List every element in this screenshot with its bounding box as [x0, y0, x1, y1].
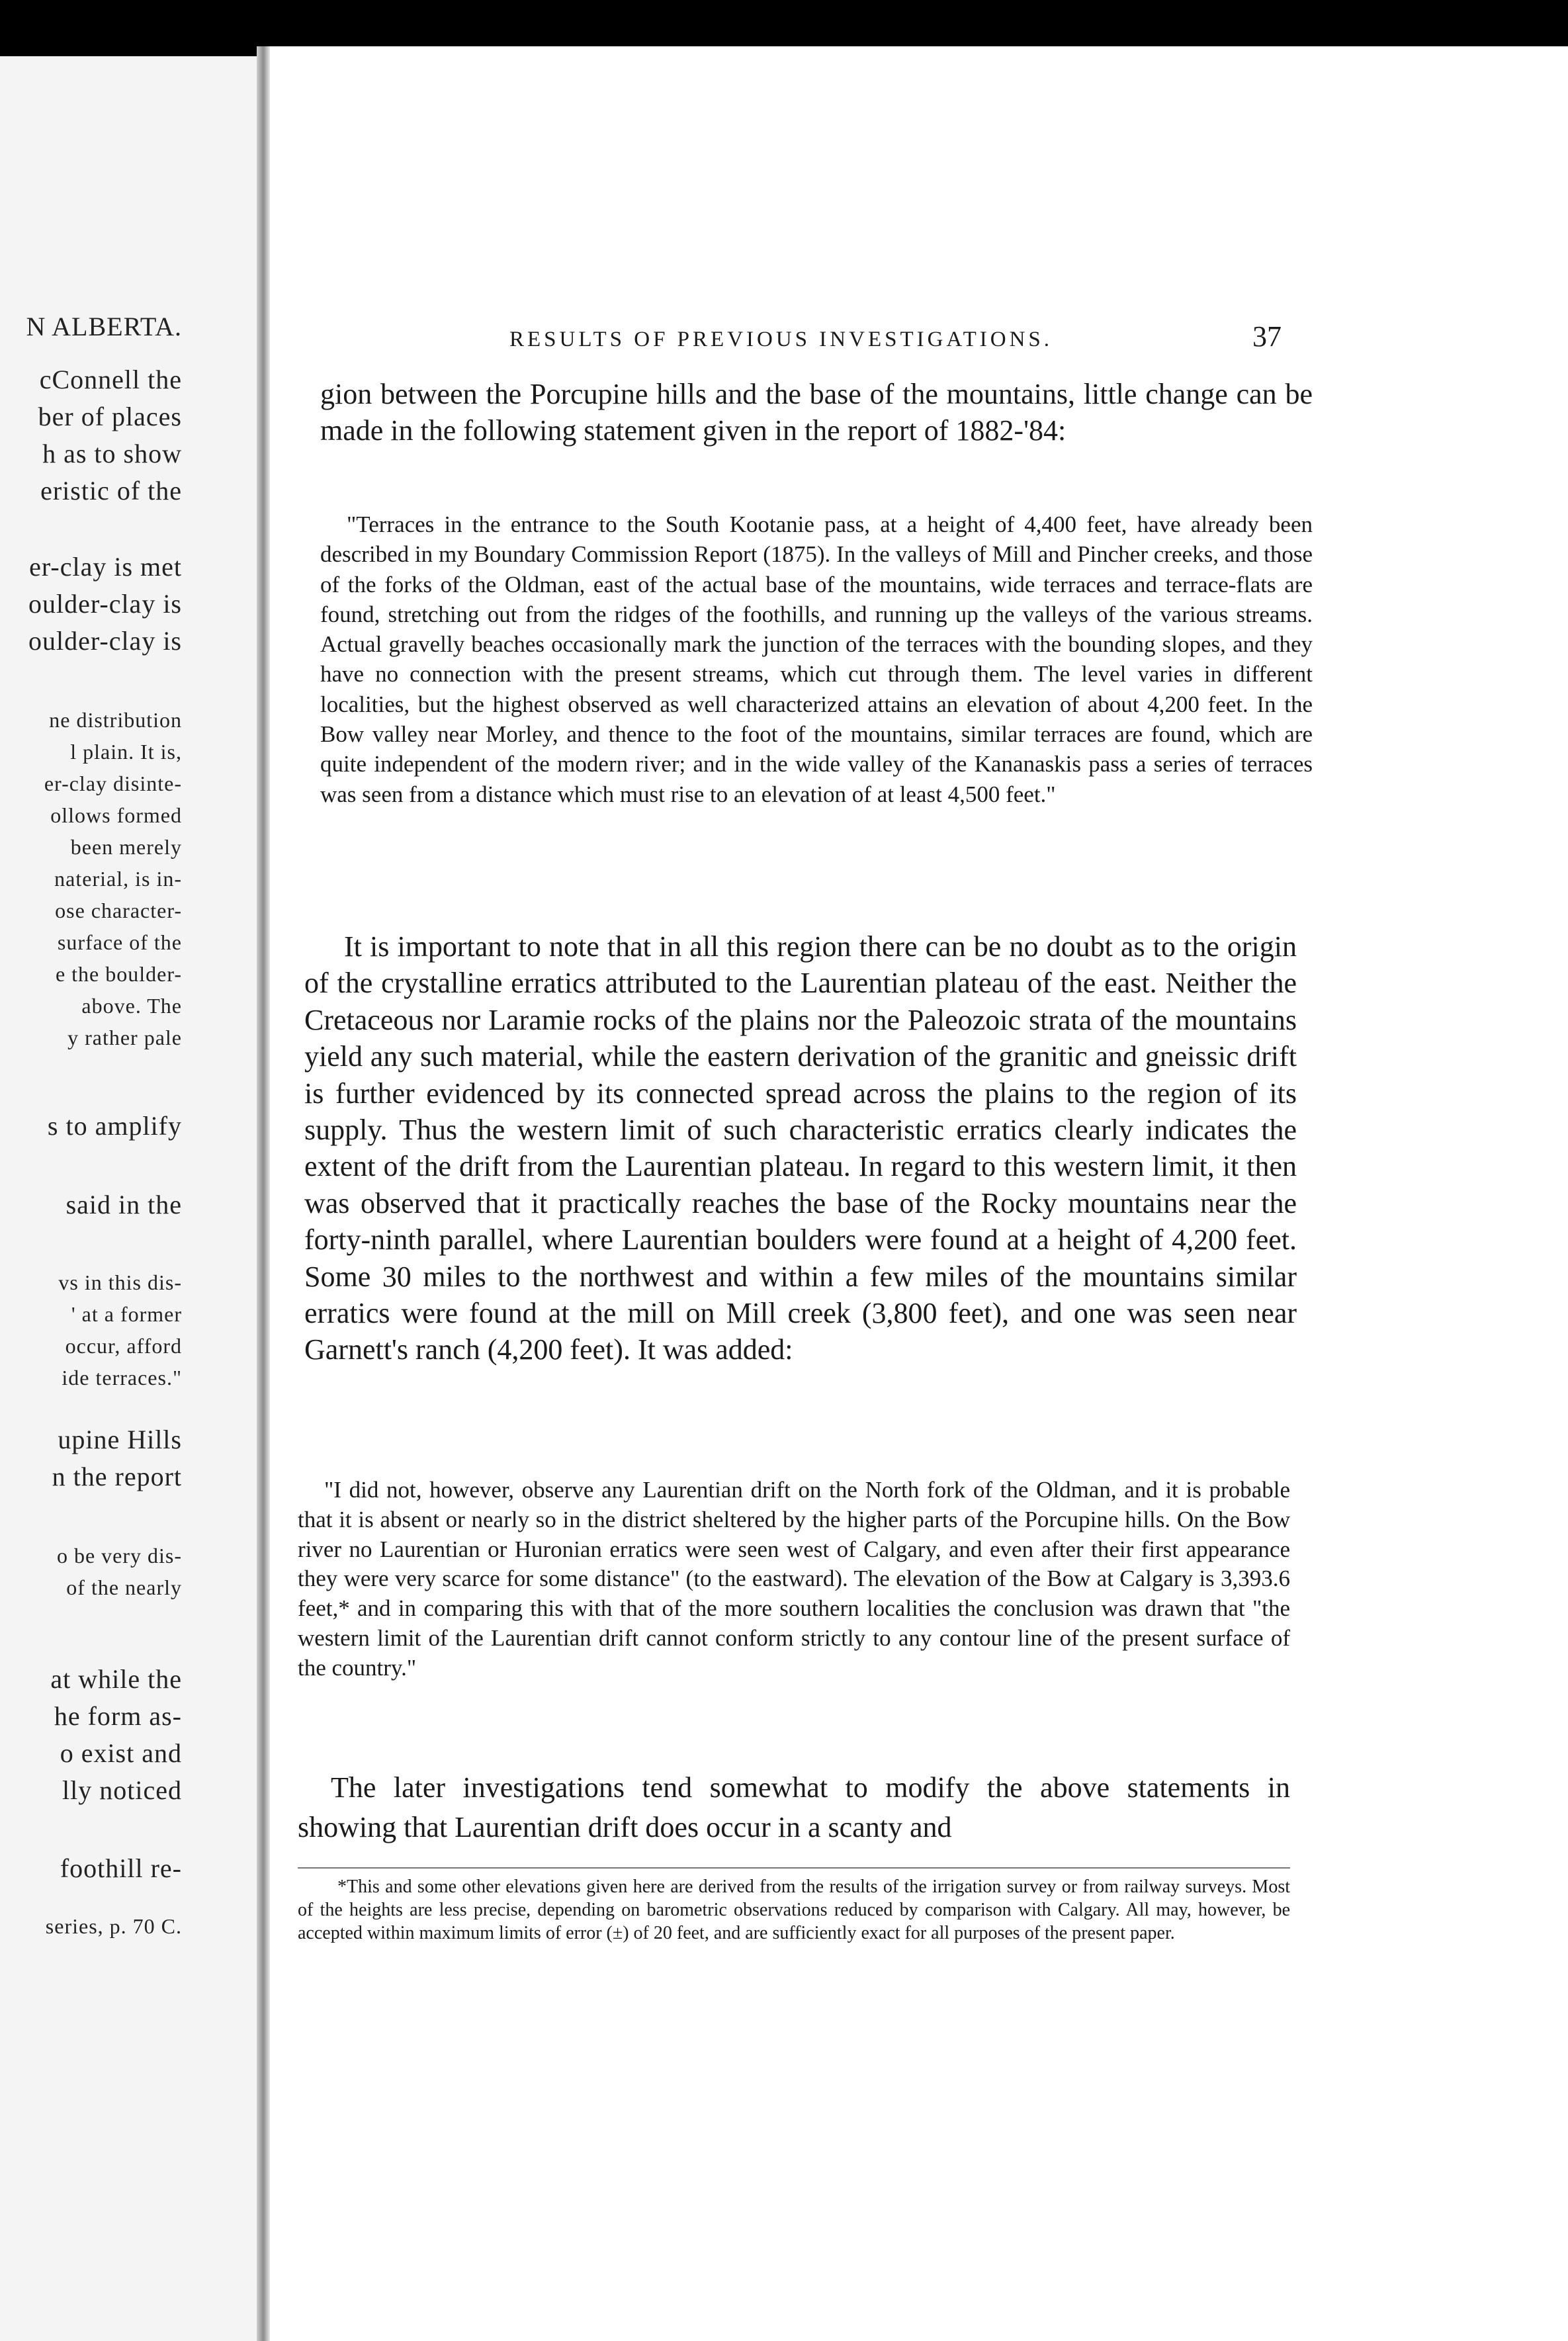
facing-page-line: n the report: [52, 1462, 182, 1491]
facing-page-line: occur, afford: [65, 1334, 182, 1358]
facing-page-line: surface of the: [57, 930, 182, 954]
footnote-rule: [298, 1867, 1290, 1869]
facing-page-line: N ALBERTA.: [26, 312, 182, 341]
facing-page-line: eristic of the: [40, 476, 182, 506]
facing-page-line: h as to show: [42, 439, 182, 468]
block-quote-1: "Terraces in the entrance to the South Kootanie pass, at a height of 4,400 feet, have already been described in my Boundary Commission Report (1875). In the valleys of Mill and Pincher creeks, and those of the forks of the Oldman, east of the actual base of the mountains, wide terraces and terrace-flats are found, stretching out from the ridges of the foothills, and running up the valleys of the various streams. Actual gravelly beaches occasionally mark the junction of the terraces with the bounding slopes, and they have no connection with the present streams, which cut through them. The level varies in different localities, but the highest observed as well characterized attains an elevation of about 4,200 feet. In the Bow valley near Morley, and thence to the foot of the mountains, similar terraces are found, which are quite independent of the modern river; and in the wide valley of the Kananaskis pass a series of terraces was seen from a distance which must rise to an elevation of at least 4,500 feet.": [320, 511, 1313, 807]
facing-page-line: ne distribution: [49, 708, 182, 732]
facing-page-line: oulder-clay is: [28, 626, 182, 656]
paragraph-2: It is important to note that in all this region there can be no doubt as to the origin of the crystalline erratics attributed to the Laurentian plateau of the east. Neither the Cretaceous nor Laramie rocks of the plains nor the Paleozoic strata of the mountains yield any such material, while the eastern derivation of the granitic and gneissic drift is further evidenced by its connected spread across the plains to the region of its supply. Thus the western limit of such characteristic erratics clearly indicates the extent of the drift from the Laurentian plateau. In regard to this western limit, it then was observed that it practically reaches the base of the Rocky mountains near the forty-ninth parallel, where Laurentian boulders were found at a height of 4,200 feet. Some 30 miles to the northwest and within a few miles of the mountains similar erratics were found at the mill on Mill creek (3,800 feet), and one was seen near Garnett's ranch (4,200 feet). It was added:: [304, 930, 1297, 1366]
facing-page-line: he form as-: [54, 1701, 182, 1731]
facing-page: [0, 56, 261, 2341]
facing-page-line: s to amplify: [47, 1111, 182, 1141]
facing-page-line: o be very dis-: [56, 1544, 182, 1568]
running-head: RESULTS OF PREVIOUS INVESTIGATIONS.: [509, 328, 1053, 351]
facing-page-line: cConnell the: [39, 365, 182, 394]
facing-page-line: er-clay disinte-: [44, 772, 182, 795]
facing-page-line: ose character-: [55, 899, 182, 922]
facing-page-line: oulder-clay is: [28, 589, 182, 619]
facing-page-line: said in the: [65, 1190, 182, 1219]
facing-page-line: been merely: [70, 835, 182, 859]
facing-page-line: ollows formed: [50, 803, 182, 827]
facing-page-line: ber of places: [38, 402, 182, 431]
block-quote-2: "I did not, however, observe any Laurentian drift on the North fork of the Oldman, and it is probable that it is absent or nearly so in the district sheltered by the higher parts of the Porcupine hills. On the Bow river no Laurentian or Huronian erratics were seen west of Calgary, and even after their first appearance they were very scarce for some distance" (to the eastward). The elevation of the Bow at Calgary is 3,393.6 feet,* and in comparing this with that of the more southern localities the conclusion was drawn that "the western limit of the Laurentian drift cannot conform strictly to any contour line of the present surface of the country.": [298, 1477, 1290, 1681]
facing-page-line: above. The: [81, 994, 182, 1018]
facing-page-line: o exist and: [60, 1738, 182, 1768]
facing-page-line: ide terraces.": [62, 1366, 182, 1390]
page-number: 37: [1252, 320, 1282, 353]
paragraph-3: The later investigations tend somewhat to modify the above statements in showing that Laurentian drift does occur in a scanty and: [298, 1771, 1290, 1843]
footnote: *This and some other elevations given here are derived from the results of the irrigation survey or from railway surveys. Most of the heights are less precise, depending on barometric observations reduced by comparison with Calgary. All may, however, be accepted within maximum limits of error (±) of 20 feet, and are sufficiently exact for all purposes of the present paper.: [298, 1877, 1290, 1943]
paragraph-1: gion between the Porcupine hills and the base of the mountains, little change can be made in the following statement given in the report of 1882-'84:: [320, 378, 1313, 447]
book-gutter: [257, 46, 270, 2341]
facing-page-line: upine Hills: [58, 1425, 182, 1454]
facing-page-line: naterial, is in-: [54, 867, 182, 891]
facing-page-line: er-clay is met: [29, 552, 182, 582]
facing-page-line: vs in this dis-: [58, 1270, 182, 1294]
facing-page-line: lly noticed: [62, 1775, 182, 1805]
facing-page-line: of the nearly: [66, 1575, 182, 1599]
facing-page-line: foothill re-: [60, 1853, 182, 1883]
facing-page-line: series, p. 70 C.: [45, 1914, 182, 1938]
facing-page-line: at while the: [50, 1664, 182, 1694]
facing-page-line: l plain. It is,: [70, 740, 182, 764]
facing-page-line: ' at a former: [71, 1302, 182, 1326]
facing-page-line: e the boulder-: [55, 962, 182, 986]
facing-page-line: y rather pale: [67, 1026, 182, 1049]
